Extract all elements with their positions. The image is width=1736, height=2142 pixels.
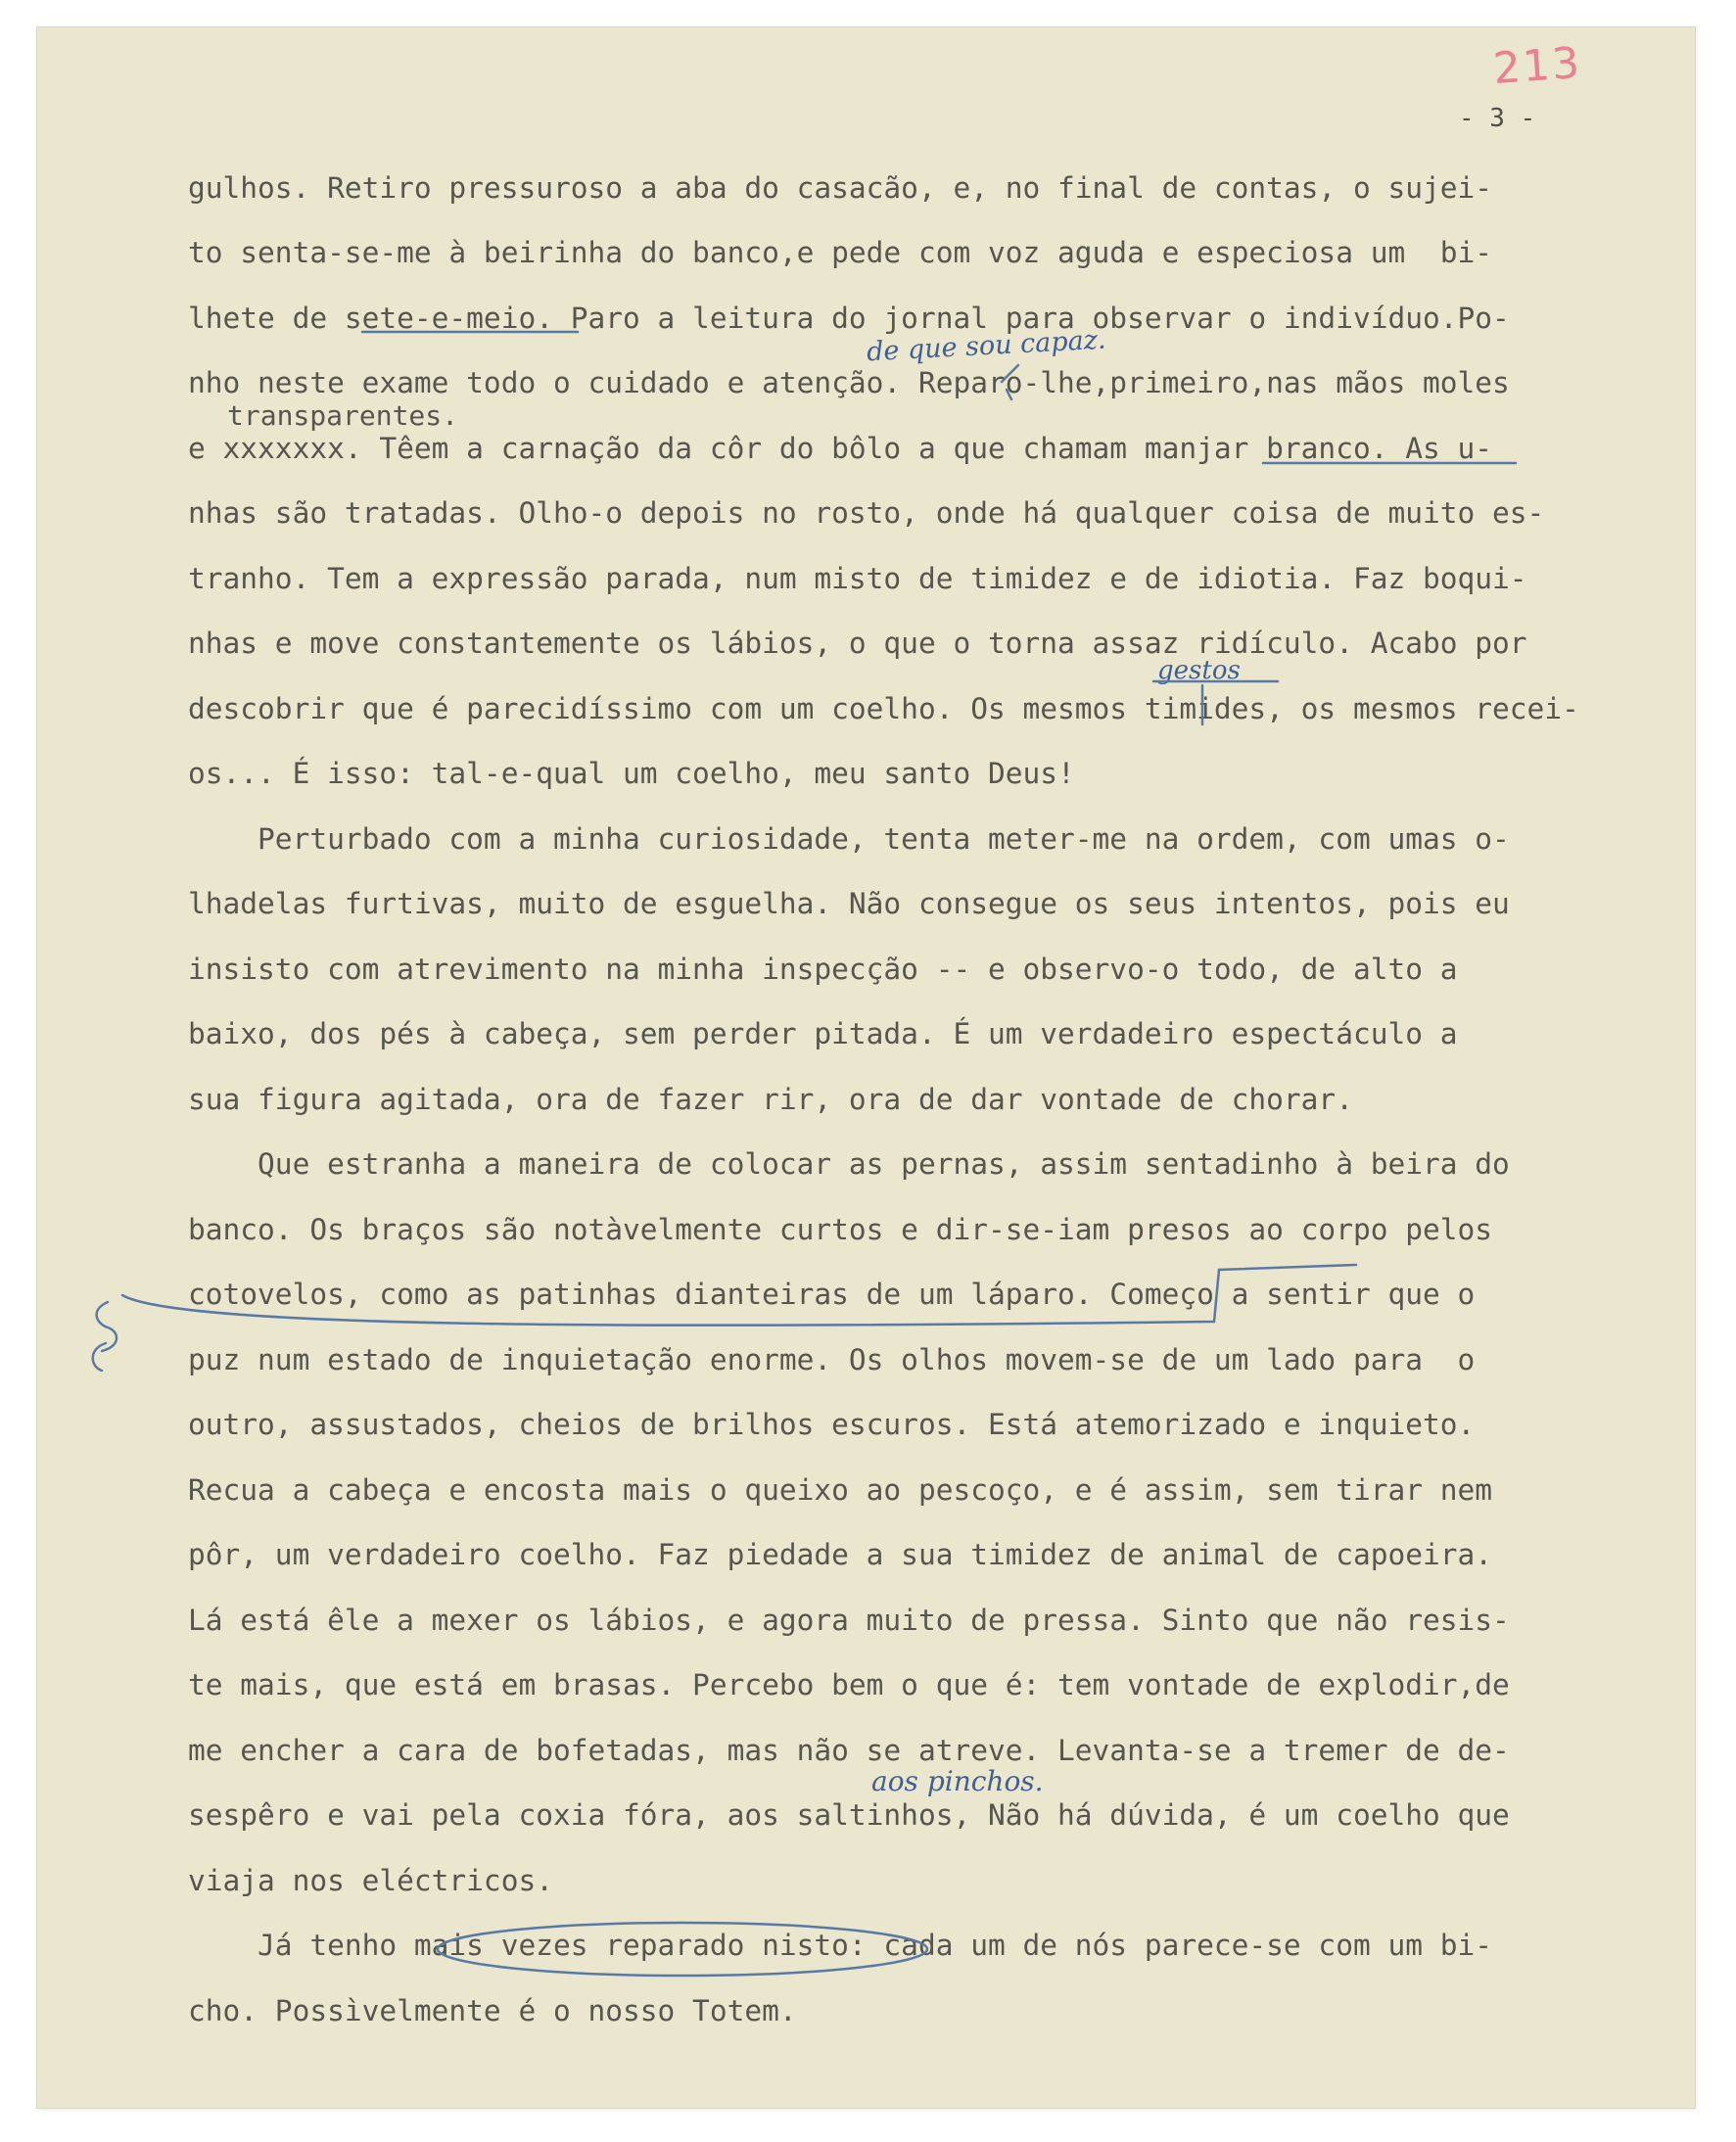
handwritten-insertion: aos pinchos. (871, 1765, 1044, 1797)
text-line: lhete de sete-e-meio. Paro a leitura do jornal para observar o indivíduo.Po- (188, 302, 1510, 335)
text-line: transparentes. (227, 399, 459, 432)
text-line: nho neste exame todo o cuidado e atenção. Reparo-lhe,primeiro,nas mãos moles (188, 366, 1510, 399)
handwritten-insertion: gestos (1157, 656, 1241, 685)
text-line: Já tenho mais vezes reparado nisto: cada um de nós parece-se com um bi- (188, 1929, 1493, 1962)
text-line: gulhos. Retiro pressuroso a aba do casacão, e, no final de contas, o sujei- (188, 171, 1493, 205)
text-line: baixo, dos pés à cabeça, sem perder pitada. É um verdadeiro espectáculo a (188, 1017, 1458, 1050)
page-number: - 3 - (1459, 104, 1536, 133)
text-line: cotovelos, como as patinhas dianteiras de um láparo. Começo a sentir que o (188, 1278, 1476, 1311)
text-line: viaja nos eléctricos. (188, 1864, 553, 1897)
text-line: puz num estado de inquietação enorme. Os olhos movem-se de um lado para o (188, 1343, 1476, 1376)
text-line: to senta-se-me à beirinha do banco,e pede com voz aguda e especiosa um bi- (188, 236, 1493, 269)
text-line: outro, assustados, cheios de brilhos escuros. Está atemorizado e inquieto. (188, 1408, 1476, 1441)
text-line: nhas e move constantemente os lábios, o que o torna assaz ridículo. Acabo por (188, 627, 1527, 660)
text-line: Que estranha a maneira de colocar as pernas, assim sentadinho à beira do (188, 1147, 1510, 1181)
text-line: lhadelas furtivas, muito de esguelha. Não consegue os seus intentos, pois eu (188, 887, 1510, 920)
archive-number: 213 (1491, 37, 1583, 95)
text-line: sespêro e vai pela coxia fóra, aos saltinhos, Não há dúvida, é um coelho que (188, 1798, 1510, 1832)
text-line: insisto com atrevimento na minha inspecção -- e observo-o todo, de alto a (188, 953, 1458, 986)
text-line: te mais, que está em brasas. Percebo bem o que é: tem vontade de explodir,de (188, 1668, 1510, 1701)
text-line: tranho. Tem a expressão parada, num misto de timidez e de idiotia. Faz boqui- (188, 562, 1527, 595)
text-line: nhas são tratadas. Olho-o depois no rosto, onde há qualquer coisa de muito es- (188, 496, 1545, 530)
text-line: me encher a cara de bofetadas, mas não se atreve. Levanta-se a tremer de de- (188, 1734, 1510, 1767)
text-line: cho. Possìvelmente é o nosso Totem. (188, 1994, 797, 2027)
text-line: Recua a cabeça e encosta mais o queixo ao pescoço, e é assim, sem tirar nem (188, 1473, 1493, 1507)
handwritten-insertion: de que sou capaz. (866, 324, 1107, 368)
text-line: pôr, um verdadeiro coelho. Faz piedade a sua timidez de animal de capoeira. (188, 1538, 1493, 1571)
text-line: Lá está êle a mexer os lábios, e agora muito de pressa. Sinto que não resis- (188, 1604, 1510, 1637)
text-line: Perturbado com a minha curiosidade, tenta meter-me na ordem, com umas o- (188, 822, 1510, 856)
text-line: banco. Os braços são notàvelmente curtos e dir-se-iam presos ao corpo pelos (188, 1213, 1493, 1246)
text-line: descobrir que é parecidíssimo com um coelho. Os mesmos timides, os mesmos recei- (188, 692, 1579, 725)
text-line: sua figura agitada, ora de fazer rir, ora de dar vontade de chorar. (188, 1083, 1353, 1116)
text-line: os... É isso: tal-e-qual um coelho, meu santo Deus! (188, 757, 1075, 790)
text-line: e xxxxxxx. Têem a carnação da côr do bôlo a que chamam manjar branco. As u- (188, 432, 1493, 465)
